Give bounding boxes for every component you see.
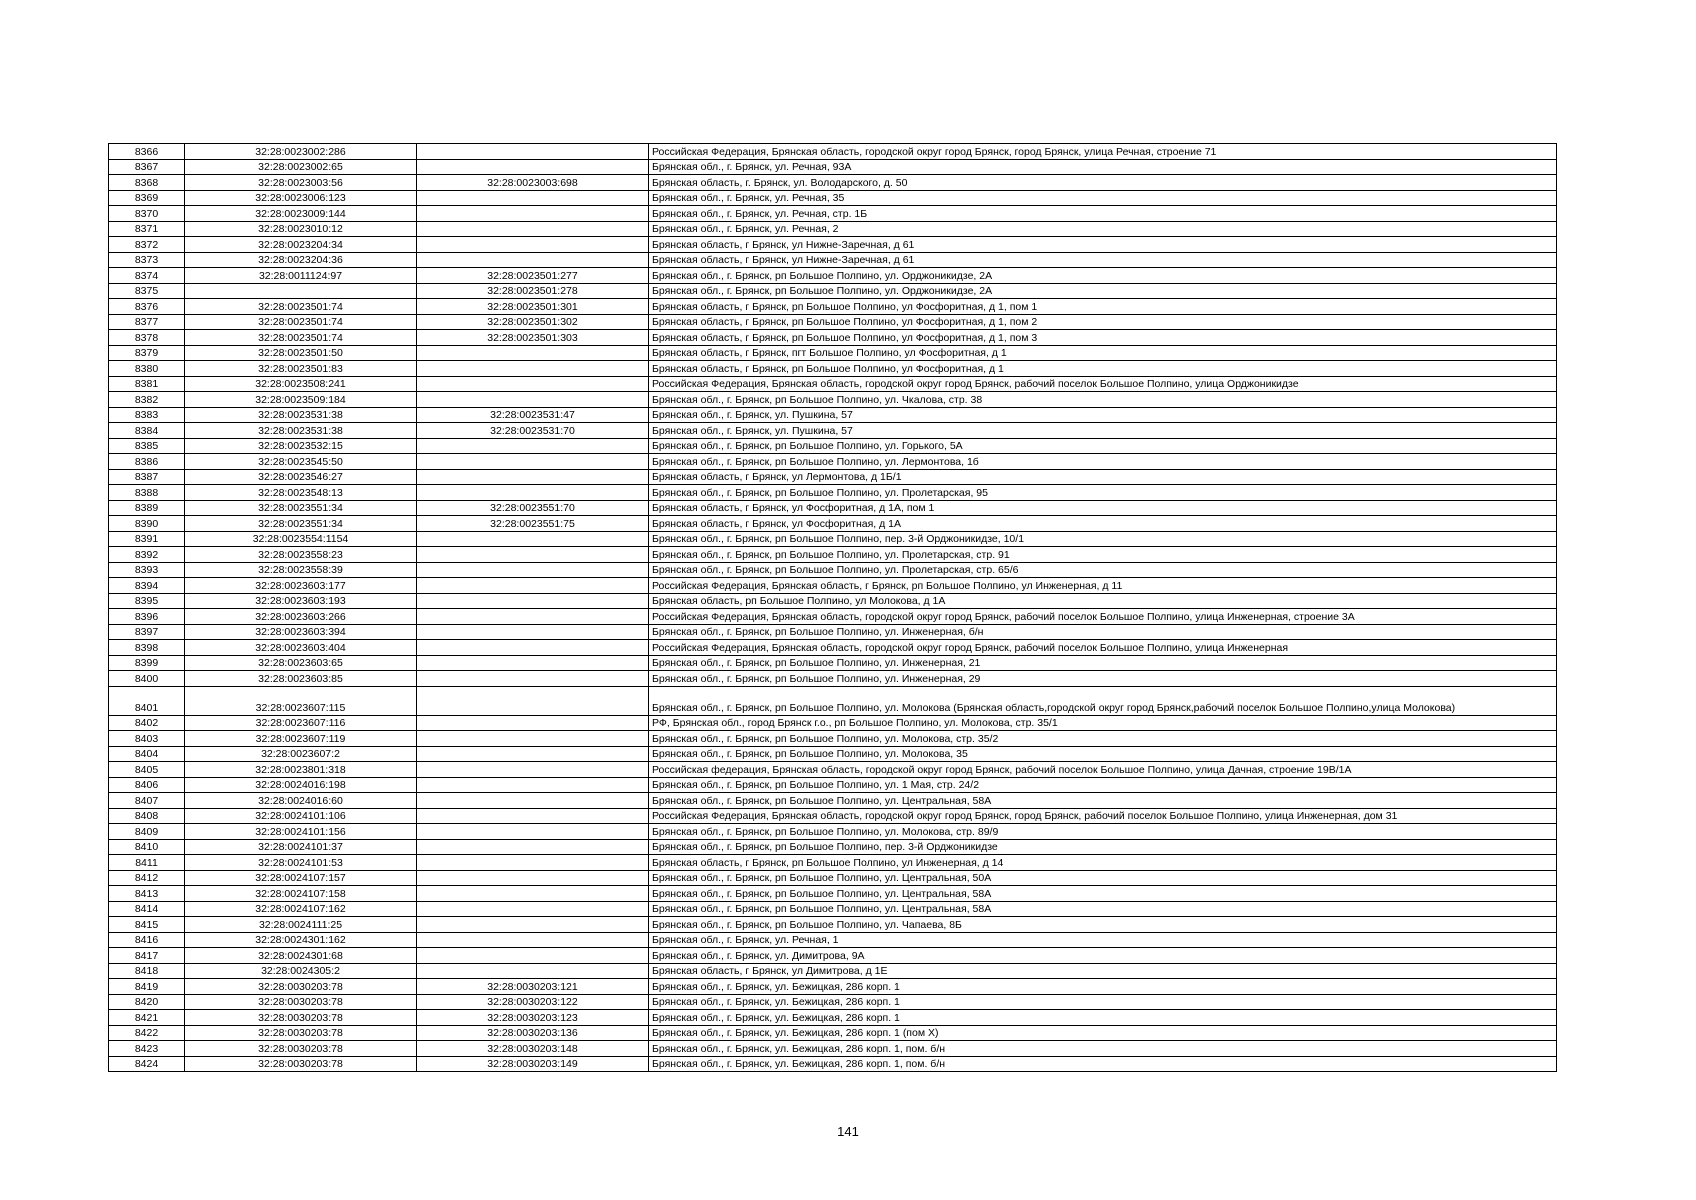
cadastral-number-cell: 32:28:0023558:23 bbox=[185, 547, 417, 563]
sub-object-number-cell bbox=[417, 144, 649, 160]
sub-object-number-cell bbox=[417, 593, 649, 609]
table-row bbox=[109, 268, 1557, 284]
sub-object-number-cell: 32:28:0030203:149 bbox=[417, 1056, 649, 1072]
row-number-cell: 8415 bbox=[109, 917, 185, 933]
table-row bbox=[109, 948, 1557, 964]
address-cell: Брянская область, г Брянск, ул Фосфоритная, д 1А, пом 1 bbox=[649, 500, 1557, 516]
sub-object-number-cell bbox=[417, 870, 649, 886]
table-row bbox=[109, 824, 1557, 840]
sub-object-number-cell bbox=[417, 686, 649, 715]
address-cell: Брянская обл., г. Брянск, рп Большое Полпино, пер. 3-й Орджоникидзе bbox=[649, 839, 1557, 855]
row-number-cell: 8416 bbox=[109, 932, 185, 948]
table-row bbox=[109, 407, 1557, 423]
cadastral-number-cell: 32:28:0023532:15 bbox=[185, 438, 417, 454]
cadastral-number-cell: 32:28:0023501:74 bbox=[185, 330, 417, 346]
table-row bbox=[109, 994, 1557, 1010]
row-number-cell: 8404 bbox=[109, 746, 185, 762]
row-number-cell: 8410 bbox=[109, 839, 185, 855]
row-number-cell: 8396 bbox=[109, 609, 185, 625]
sub-object-number-cell: 32:28:0023003:698 bbox=[417, 175, 649, 191]
row-number-cell: 8373 bbox=[109, 252, 185, 268]
sub-object-number-cell: 32:28:0023501:302 bbox=[417, 314, 649, 330]
address-cell: Брянская область, г Брянск, ул Димитрова, д 1Е bbox=[649, 963, 1557, 979]
cadastral-number-cell: 32:28:0024101:53 bbox=[185, 855, 417, 871]
address-cell: Брянская обл., г. Брянск, ул. Бежицкая, 286 корп. 1 (пом Х) bbox=[649, 1025, 1557, 1041]
sub-object-number-cell bbox=[417, 963, 649, 979]
table-row bbox=[109, 392, 1557, 408]
table-row bbox=[109, 144, 1557, 160]
row-number-cell: 8403 bbox=[109, 731, 185, 747]
cadastral-number-cell: 32:28:0023551:34 bbox=[185, 516, 417, 532]
row-number-cell: 8411 bbox=[109, 855, 185, 871]
sub-object-number-cell bbox=[417, 237, 649, 253]
sub-object-number-cell: 32:28:0023551:75 bbox=[417, 516, 649, 532]
sub-object-number-cell bbox=[417, 206, 649, 222]
row-number-cell: 8417 bbox=[109, 948, 185, 964]
table-row bbox=[109, 963, 1557, 979]
cadastral-number-cell: 32:28:0024301:162 bbox=[185, 932, 417, 948]
table-row bbox=[109, 793, 1557, 809]
row-number-cell: 8399 bbox=[109, 655, 185, 671]
table-row bbox=[109, 777, 1557, 793]
cadastral-number-cell: 32:28:0023546:27 bbox=[185, 469, 417, 485]
cadastral-number-cell: 32:28:0023607:115 bbox=[185, 686, 417, 715]
row-number-cell: 8401 bbox=[109, 686, 185, 715]
cadastral-number-cell: 32:28:0023607:119 bbox=[185, 731, 417, 747]
address-cell: Брянская обл., г. Брянск, рп Большое Полпино, ул. Орджоникидзе, 2А bbox=[649, 268, 1557, 284]
cadastral-number-cell: 32:28:0023603:193 bbox=[185, 593, 417, 609]
row-number-cell: 8367 bbox=[109, 159, 185, 175]
row-number-cell: 8392 bbox=[109, 547, 185, 563]
table-row bbox=[109, 609, 1557, 625]
table-row bbox=[109, 870, 1557, 886]
table-row bbox=[109, 299, 1557, 315]
cadastral-number-cell: 32:28:0024101:106 bbox=[185, 808, 417, 824]
sub-object-number-cell bbox=[417, 578, 649, 594]
cadastral-number-cell: 32:28:0023204:34 bbox=[185, 237, 417, 253]
cadastral-number-cell: 32:28:0023002:65 bbox=[185, 159, 417, 175]
table-row bbox=[109, 283, 1557, 299]
address-cell: Российская Федерация, Брянская область, городской округ город Брянск, рабочий поселок Большое Полпино, улица Орджоникидзе bbox=[649, 376, 1557, 392]
sub-object-number-cell bbox=[417, 655, 649, 671]
sub-object-number-cell bbox=[417, 562, 649, 578]
table-row bbox=[109, 314, 1557, 330]
address-cell: Брянская обл., г. Брянск, рп Большое Полпино, ул. Инженерная, 21 bbox=[649, 655, 1557, 671]
sub-object-number-cell: 32:28:0030203:123 bbox=[417, 1010, 649, 1026]
table-row bbox=[109, 531, 1557, 547]
sub-object-number-cell bbox=[417, 159, 649, 175]
cadastral-number-cell: 32:28:0024301:68 bbox=[185, 948, 417, 964]
cadastral-number-cell: 32:28:0023010:12 bbox=[185, 221, 417, 237]
row-number-cell: 8389 bbox=[109, 500, 185, 516]
sub-object-number-cell bbox=[417, 531, 649, 547]
address-cell: Брянская обл., г. Брянск, ул. Речная, стр. 1Б bbox=[649, 206, 1557, 222]
row-number-cell: 8400 bbox=[109, 671, 185, 687]
row-number-cell: 8406 bbox=[109, 777, 185, 793]
address-cell: Брянская область, г Брянск, ул Нижне-Заречная, д 61 bbox=[649, 252, 1557, 268]
address-cell: Брянская область, г Брянск, рп Большое Полпино, ул Фосфоритная, д 1, пом 3 bbox=[649, 330, 1557, 346]
table-row bbox=[109, 206, 1557, 222]
cadastral-number-cell: 32:28:0030203:78 bbox=[185, 979, 417, 995]
cadastral-number-cell: 32:28:0023501:83 bbox=[185, 361, 417, 377]
row-number-cell: 8422 bbox=[109, 1025, 185, 1041]
table-row bbox=[109, 578, 1557, 594]
address-cell: Российская Федерация, Брянская область, городской округ город Брянск, город Брянск, улица Речная, строение 71 bbox=[649, 144, 1557, 160]
cadastral-number-cell: 32:28:0023545:50 bbox=[185, 454, 417, 470]
sub-object-number-cell bbox=[417, 715, 649, 731]
sub-object-number-cell: 32:28:0023501:277 bbox=[417, 268, 649, 284]
address-cell: Брянская обл., г. Брянск, ул. Пушкина, 57 bbox=[649, 423, 1557, 439]
address-cell: Российская Федерация, Брянская область, городской округ город Брянск, рабочий поселок Большое Полпино, улица Инженерная bbox=[649, 640, 1557, 656]
row-number-cell: 8382 bbox=[109, 392, 185, 408]
address-cell: Российская федерация, Брянская область, городской округ город Брянск, рабочий поселок Большое Полпино, улица Дачная, строение 19В/1А bbox=[649, 762, 1557, 778]
sub-object-number-cell bbox=[417, 624, 649, 640]
table-row bbox=[109, 917, 1557, 933]
address-cell: Брянская обл., г. Брянск, рп Большое Полпино, ул. Молокова (Брянская область,городской округ город Брянск,рабочий поселок Большое Полпино,улица Молокова) bbox=[649, 686, 1557, 715]
table-row bbox=[109, 624, 1557, 640]
sub-object-number-cell bbox=[417, 609, 649, 625]
sub-object-number-cell bbox=[417, 252, 649, 268]
row-number-cell: 8366 bbox=[109, 144, 185, 160]
table-row bbox=[109, 1010, 1557, 1026]
row-number-cell: 8412 bbox=[109, 870, 185, 886]
address-cell: Брянская обл., г. Брянск, рп Большое Полпино, ул. 1 Мая, стр. 24/2 bbox=[649, 777, 1557, 793]
sub-object-number-cell bbox=[417, 901, 649, 917]
row-number-cell: 8419 bbox=[109, 979, 185, 995]
table-row bbox=[109, 516, 1557, 532]
address-cell: Брянская область, г Брянск, ул Нижне-Заречная, д 61 bbox=[649, 237, 1557, 253]
row-number-cell: 8414 bbox=[109, 901, 185, 917]
cadastral-number-cell: 32:28:0024016:198 bbox=[185, 777, 417, 793]
table-row bbox=[109, 715, 1557, 731]
cadastral-number-cell: 32:28:0030203:78 bbox=[185, 994, 417, 1010]
sub-object-number-cell bbox=[417, 671, 649, 687]
cadastral-number-cell: 32:28:0023204:36 bbox=[185, 252, 417, 268]
table-row bbox=[109, 762, 1557, 778]
sub-object-number-cell bbox=[417, 485, 649, 501]
row-number-cell: 8385 bbox=[109, 438, 185, 454]
cadastral-number-cell: 32:28:0024016:60 bbox=[185, 793, 417, 809]
row-number-cell: 8377 bbox=[109, 314, 185, 330]
row-number-cell: 8395 bbox=[109, 593, 185, 609]
sub-object-number-cell: 32:28:0023501:303 bbox=[417, 330, 649, 346]
row-number-cell: 8413 bbox=[109, 886, 185, 902]
cadastral-number-cell: 32:28:0023009:144 bbox=[185, 206, 417, 222]
sub-object-number-cell bbox=[417, 886, 649, 902]
row-number-cell: 8371 bbox=[109, 221, 185, 237]
table-row bbox=[109, 547, 1557, 563]
sub-object-number-cell bbox=[417, 454, 649, 470]
address-cell: Брянская область, г Брянск, рп Большое Полпино, ул Фосфоритная, д 1 bbox=[649, 361, 1557, 377]
sub-object-number-cell bbox=[417, 438, 649, 454]
address-cell: Брянская обл., г. Брянск, рп Большое Полпино, ул. Инженерная, 29 bbox=[649, 671, 1557, 687]
table-row bbox=[109, 979, 1557, 995]
address-cell: Брянская обл., г. Брянск, рп Большое Полпино, ул. Орджоникидзе, 2А bbox=[649, 283, 1557, 299]
table-row bbox=[109, 1056, 1557, 1072]
property-register-table bbox=[108, 143, 1557, 1072]
row-number-cell: 8397 bbox=[109, 624, 185, 640]
table-row bbox=[109, 886, 1557, 902]
row-number-cell: 8372 bbox=[109, 237, 185, 253]
table-row bbox=[109, 485, 1557, 501]
sub-object-number-cell bbox=[417, 221, 649, 237]
cadastral-number-cell: 32:28:0023006:123 bbox=[185, 190, 417, 206]
table-row bbox=[109, 376, 1557, 392]
table-row bbox=[109, 361, 1557, 377]
row-number-cell: 8386 bbox=[109, 454, 185, 470]
address-cell: Брянская обл., г. Брянск, ул. Димитрова, 9А bbox=[649, 948, 1557, 964]
table-row bbox=[109, 655, 1557, 671]
row-number-cell: 8402 bbox=[109, 715, 185, 731]
address-cell: Брянская обл., г. Брянск, ул. Бежицкая, 286 корп. 1 bbox=[649, 994, 1557, 1010]
table-row bbox=[109, 345, 1557, 361]
cadastral-number-cell: 32:28:0030203:78 bbox=[185, 1056, 417, 1072]
address-cell: Брянская обл., г. Брянск, ул. Бежицкая, 286 корп. 1 bbox=[649, 1010, 1557, 1026]
register-table-body bbox=[109, 144, 1557, 1072]
row-number-cell: 8391 bbox=[109, 531, 185, 547]
address-cell: Брянская обл., г. Брянск, ул. Речная, 1 bbox=[649, 932, 1557, 948]
cadastral-number-cell: 32:28:0030203:78 bbox=[185, 1025, 417, 1041]
sub-object-number-cell bbox=[417, 808, 649, 824]
address-cell: Брянская обл., г. Брянск, ул. Бежицкая, 286 корп. 1, пом. б/н bbox=[649, 1041, 1557, 1057]
sub-object-number-cell: 32:28:0030203:121 bbox=[417, 979, 649, 995]
sub-object-number-cell: 32:28:0030203:136 bbox=[417, 1025, 649, 1041]
cadastral-number-cell: 32:28:0023603:85 bbox=[185, 671, 417, 687]
row-number-cell: 8387 bbox=[109, 469, 185, 485]
address-cell: Брянская область, г Брянск, рп Большое Полпино, ул Инженерная, д 14 bbox=[649, 855, 1557, 871]
cadastral-number-cell: 32:28:0023603:65 bbox=[185, 655, 417, 671]
table-row bbox=[109, 330, 1557, 346]
table-row bbox=[109, 593, 1557, 609]
sub-object-number-cell bbox=[417, 762, 649, 778]
sub-object-number-cell bbox=[417, 839, 649, 855]
address-cell: Брянская область, г Брянск, рп Большое Полпино, ул Фосфоритная, д 1, пом 1 bbox=[649, 299, 1557, 315]
cadastral-number-cell: 32:28:0023531:38 bbox=[185, 407, 417, 423]
sub-object-number-cell: 32:28:0023531:70 bbox=[417, 423, 649, 439]
row-number-cell: 8388 bbox=[109, 485, 185, 501]
cadastral-number-cell: 32:28:0023501:74 bbox=[185, 299, 417, 315]
cadastral-number-cell: 32:28:0024107:158 bbox=[185, 886, 417, 902]
address-cell: Брянская область, г Брянск, пгт Большое Полпино, ул Фосфоритная, д 1 bbox=[649, 345, 1557, 361]
row-number-cell: 8381 bbox=[109, 376, 185, 392]
sub-object-number-cell bbox=[417, 948, 649, 964]
cadastral-number-cell: 32:28:0023508:241 bbox=[185, 376, 417, 392]
sub-object-number-cell bbox=[417, 392, 649, 408]
row-number-cell: 8369 bbox=[109, 190, 185, 206]
row-number-cell: 8409 bbox=[109, 824, 185, 840]
address-cell: Российская Федерация, Брянская область, г Брянск, рп Большое Полпино, ул Инженерная, д 11 bbox=[649, 578, 1557, 594]
cadastral-number-cell: 32:28:0024305:2 bbox=[185, 963, 417, 979]
cadastral-number-cell: 32:28:0023501:74 bbox=[185, 314, 417, 330]
table-row bbox=[109, 839, 1557, 855]
table-row bbox=[109, 438, 1557, 454]
address-cell: Брянская обл., г. Брянск, ул. Речная, 2 bbox=[649, 221, 1557, 237]
row-number-cell: 8394 bbox=[109, 578, 185, 594]
table-row bbox=[109, 500, 1557, 516]
table-row bbox=[109, 1041, 1557, 1057]
address-cell: Брянская обл., г. Брянск, рп Большое Полпино, ул. Молокова, стр. 35/2 bbox=[649, 731, 1557, 747]
cadastral-number-cell: 32:28:0030203:78 bbox=[185, 1041, 417, 1057]
row-number-cell: 8379 bbox=[109, 345, 185, 361]
address-cell: Брянская обл., г. Брянск, рп Большое Полпино, ул. Чкалова, стр. 38 bbox=[649, 392, 1557, 408]
sub-object-number-cell bbox=[417, 640, 649, 656]
row-number-cell: 8375 bbox=[109, 283, 185, 299]
sub-object-number-cell: 32:28:0023501:278 bbox=[417, 283, 649, 299]
address-cell: Брянская обл., г. Брянск, ул. Бежицкая, 286 корп. 1, пом. б/н bbox=[649, 1056, 1557, 1072]
row-number-cell: 8398 bbox=[109, 640, 185, 656]
sub-object-number-cell bbox=[417, 469, 649, 485]
sub-object-number-cell: 32:28:0030203:122 bbox=[417, 994, 649, 1010]
address-cell: Брянская обл., г. Брянск, рп Большое Полпино, ул. Молокова, стр. 89/9 bbox=[649, 824, 1557, 840]
cadastral-number-cell: 32:28:0023603:404 bbox=[185, 640, 417, 656]
address-cell: Российская Федерация, Брянская область, городской округ город Брянск, рабочий поселок Большое Полпино, улица Инженерная, строение 3А bbox=[649, 609, 1557, 625]
sub-object-number-cell bbox=[417, 731, 649, 747]
sub-object-number-cell bbox=[417, 547, 649, 563]
table-row bbox=[109, 469, 1557, 485]
address-cell: Брянская обл., г. Брянск, рп Большое Полпино, ул. Горького, 5А bbox=[649, 438, 1557, 454]
sub-object-number-cell bbox=[417, 793, 649, 809]
cadastral-number-cell: 32:28:0023603:177 bbox=[185, 578, 417, 594]
cadastral-number-cell: 32:28:0023548:13 bbox=[185, 485, 417, 501]
cadastral-number-cell: 32:28:0023801:318 bbox=[185, 762, 417, 778]
row-number-cell: 8408 bbox=[109, 808, 185, 824]
cadastral-number-cell: 32:28:0023603:266 bbox=[185, 609, 417, 625]
sub-object-number-cell bbox=[417, 361, 649, 377]
cadastral-number-cell: 32:28:0023002:286 bbox=[185, 144, 417, 160]
row-number-cell: 8376 bbox=[109, 299, 185, 315]
cadastral-number-cell: 32:28:0024107:157 bbox=[185, 870, 417, 886]
row-number-cell: 8393 bbox=[109, 562, 185, 578]
table-row bbox=[109, 901, 1557, 917]
table-row bbox=[109, 1025, 1557, 1041]
cadastral-number-cell: 32:28:0023501:50 bbox=[185, 345, 417, 361]
address-cell: Брянская обл., г. Брянск, рп Большое Полпино, ул. Пролетарская, стр. 65/6 bbox=[649, 562, 1557, 578]
table-row bbox=[109, 252, 1557, 268]
row-number-cell: 8421 bbox=[109, 1010, 185, 1026]
address-cell: Брянская область, г Брянск, ул Фосфоритная, д 1А bbox=[649, 516, 1557, 532]
cadastral-number-cell: 32:28:0023554:1154 bbox=[185, 531, 417, 547]
cadastral-number-cell: 32:28:0023607:116 bbox=[185, 715, 417, 731]
address-cell: Брянская обл., г. Брянск, рп Большое Полпино, ул. Пролетарская, стр. 91 bbox=[649, 547, 1557, 563]
cadastral-number-cell: 32:28:0024101:156 bbox=[185, 824, 417, 840]
sub-object-number-cell bbox=[417, 376, 649, 392]
sub-object-number-cell bbox=[417, 917, 649, 933]
table-row bbox=[109, 671, 1557, 687]
row-number-cell: 8374 bbox=[109, 268, 185, 284]
table-row bbox=[109, 640, 1557, 656]
sub-object-number-cell: 32:28:0030203:148 bbox=[417, 1041, 649, 1057]
row-number-cell: 8378 bbox=[109, 330, 185, 346]
address-cell: РФ, Брянская обл., город Брянск г.о., рп Большое Полпино, ул. Молокова, стр. 35/1 bbox=[649, 715, 1557, 731]
sub-object-number-cell: 32:28:0023501:301 bbox=[417, 299, 649, 315]
table-row bbox=[109, 808, 1557, 824]
address-cell: Брянская обл., г. Брянск, рп Большое Полпино, пер. 3-й Орджоникидзе, 10/1 bbox=[649, 531, 1557, 547]
table-row bbox=[109, 159, 1557, 175]
row-number-cell: 8418 bbox=[109, 963, 185, 979]
table-row bbox=[109, 731, 1557, 747]
address-cell: Брянская обл., г. Брянск, ул. Речная, 35 bbox=[649, 190, 1557, 206]
address-cell: Брянская обл., г. Брянск, рп Большое Полпино, ул. Инженерная, б/н bbox=[649, 624, 1557, 640]
address-cell: Брянская обл., г. Брянск, рп Большое Полпино, ул. Чапаева, 8Б bbox=[649, 917, 1557, 933]
cadastral-number-cell: 32:28:0023603:394 bbox=[185, 624, 417, 640]
sub-object-number-cell: 32:28:0023551:70 bbox=[417, 500, 649, 516]
address-cell: Брянская обл., г. Брянск, ул. Пушкина, 57 bbox=[649, 407, 1557, 423]
cadastral-number-cell: 32:28:0023003:56 bbox=[185, 175, 417, 191]
table-row bbox=[109, 746, 1557, 762]
address-cell: Брянская обл., г. Брянск, рп Большое Полпино, ул. Молокова, 35 bbox=[649, 746, 1557, 762]
row-number-cell: 8384 bbox=[109, 423, 185, 439]
address-cell: Брянская обл., г. Брянск, рп Большое Полпино, ул. Центральная, 58А bbox=[649, 886, 1557, 902]
cadastral-number-cell: 32:28:0024111:25 bbox=[185, 917, 417, 933]
row-number-cell: 8383 bbox=[109, 407, 185, 423]
table-row bbox=[109, 221, 1557, 237]
row-number-cell: 8407 bbox=[109, 793, 185, 809]
address-cell: Российская Федерация, Брянская область, городской округ город Брянск, город Брянск, рабочий поселок Большое Полпино, улица Инженерная, дом 31 bbox=[649, 808, 1557, 824]
address-cell: Брянская область, г Брянск, рп Большое Полпино, ул Фосфоритная, д 1, пом 2 bbox=[649, 314, 1557, 330]
address-cell: Брянская обл., г. Брянск, рп Большое Полпино, ул. Пролетарская, 95 bbox=[649, 485, 1557, 501]
table-row bbox=[109, 190, 1557, 206]
cadastral-number-cell: 32:28:0023607:2 bbox=[185, 746, 417, 762]
row-number-cell: 8370 bbox=[109, 206, 185, 222]
row-number-cell: 8423 bbox=[109, 1041, 185, 1057]
row-number-cell: 8405 bbox=[109, 762, 185, 778]
table-row bbox=[109, 855, 1557, 871]
address-cell: Брянская область, г. Брянск, ул. Володарского, д. 50 bbox=[649, 175, 1557, 191]
address-cell: Брянская обл., г. Брянск, ул. Речная, 93А bbox=[649, 159, 1557, 175]
cadastral-number-cell: 32:28:0024101:37 bbox=[185, 839, 417, 855]
sub-object-number-cell: 32:28:0023531:47 bbox=[417, 407, 649, 423]
address-cell: Брянская обл., г. Брянск, рп Большое Полпино, ул. Лермонтова, 1б bbox=[649, 454, 1557, 470]
table-row bbox=[109, 562, 1557, 578]
sub-object-number-cell bbox=[417, 746, 649, 762]
table-row bbox=[109, 932, 1557, 948]
row-number-cell: 8420 bbox=[109, 994, 185, 1010]
cadastral-number-cell: 32:28:0023551:34 bbox=[185, 500, 417, 516]
address-cell: Брянская обл., г. Брянск, рп Большое Полпино, ул. Центральная, 50А bbox=[649, 870, 1557, 886]
cadastral-number-cell: 32:28:0023509:184 bbox=[185, 392, 417, 408]
address-cell: Брянская область, рп Большое Полпино, ул Молокова, д 1А bbox=[649, 593, 1557, 609]
table-row bbox=[109, 175, 1557, 191]
cadastral-number-cell: 32:28:0023531:38 bbox=[185, 423, 417, 439]
row-number-cell: 8424 bbox=[109, 1056, 185, 1072]
cadastral-number-cell: 32:28:0030203:78 bbox=[185, 1010, 417, 1026]
row-number-cell: 8368 bbox=[109, 175, 185, 191]
table-row bbox=[109, 454, 1557, 470]
address-cell: Брянская обл., г. Брянск, рп Большое Полпино, ул. Центральная, 58А bbox=[649, 793, 1557, 809]
table-row bbox=[109, 686, 1557, 715]
table-row bbox=[109, 237, 1557, 253]
row-number-cell: 8390 bbox=[109, 516, 185, 532]
sub-object-number-cell bbox=[417, 345, 649, 361]
address-cell: Брянская обл., г. Брянск, рп Большое Полпино, ул. Центральная, 58А bbox=[649, 901, 1557, 917]
sub-object-number-cell bbox=[417, 824, 649, 840]
row-number-cell: 8380 bbox=[109, 361, 185, 377]
address-cell: Брянская область, г Брянск, ул Лермонтова, д 1Б/1 bbox=[649, 469, 1557, 485]
address-cell: Брянская обл., г. Брянск, ул. Бежицкая, 286 корп. 1 bbox=[649, 979, 1557, 995]
sub-object-number-cell bbox=[417, 855, 649, 871]
cadastral-number-cell: 32:28:0023558:39 bbox=[185, 562, 417, 578]
cadastral-number-cell: 32:28:0024107:162 bbox=[185, 901, 417, 917]
cadastral-number-cell: 32:28:0011124:97 bbox=[185, 268, 417, 284]
sub-object-number-cell bbox=[417, 777, 649, 793]
sub-object-number-cell bbox=[417, 190, 649, 206]
cadastral-number-cell bbox=[185, 283, 417, 299]
table-row bbox=[109, 423, 1557, 439]
page-number: 141 bbox=[837, 1124, 859, 1139]
sub-object-number-cell bbox=[417, 932, 649, 948]
